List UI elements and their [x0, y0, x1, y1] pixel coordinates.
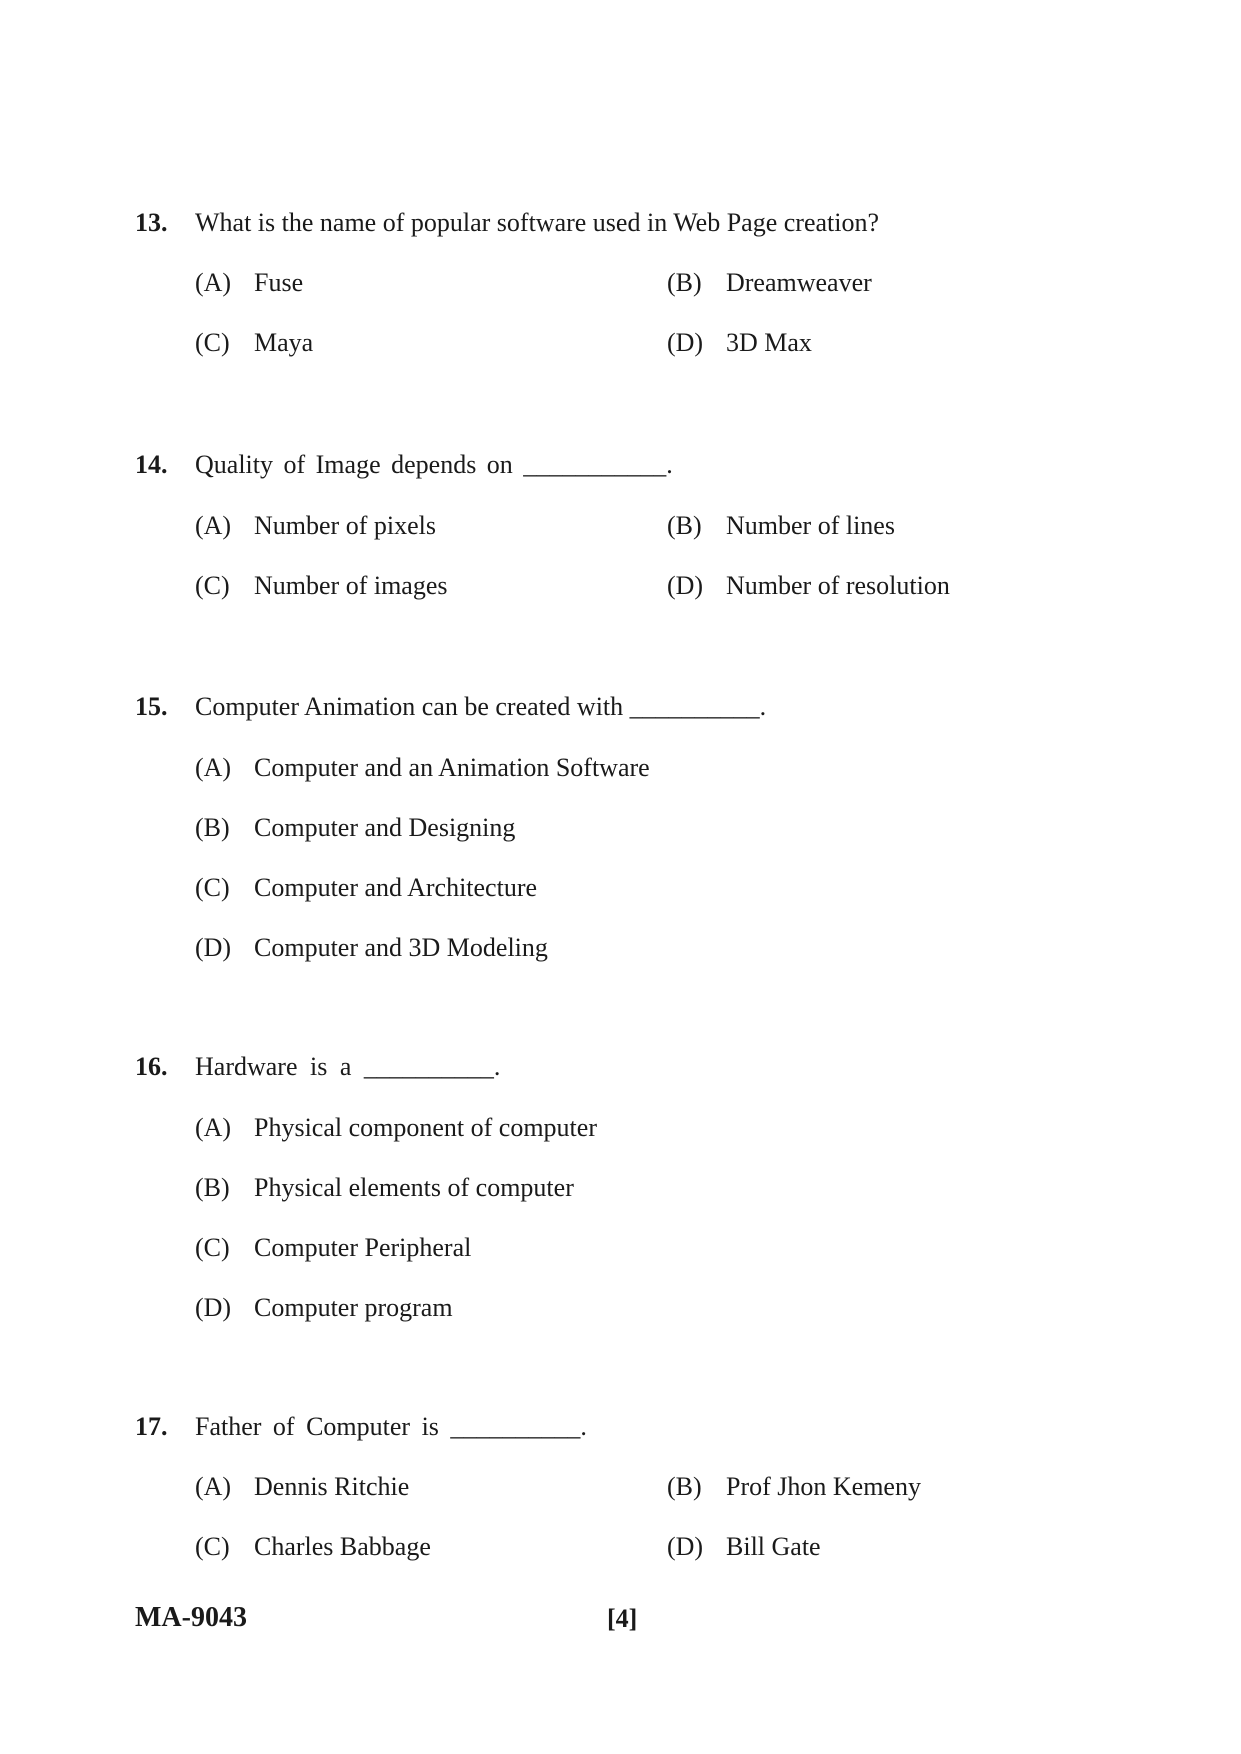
paper-code: MA-9043	[135, 1602, 247, 1633]
option-c: (C) Computer and Architecture	[195, 873, 538, 902]
question-number: 16.	[135, 1052, 168, 1081]
option-a: (A) Fuse	[195, 268, 304, 297]
question-number: 15.	[135, 692, 168, 721]
question-text: Hardware is a __________.	[195, 1052, 501, 1081]
question-text: What is the name of popular software used in Web Page creation?	[195, 208, 880, 237]
option-d: (D) Number of resolution	[667, 571, 950, 600]
option-c: (C) Maya	[195, 328, 314, 357]
option-b: (B) Prof Jhon Kemeny	[667, 1472, 921, 1501]
question-text: Father of Computer is __________.	[195, 1412, 587, 1441]
question-number: 13.	[135, 208, 168, 237]
option-b: (B) Computer and Designing	[195, 813, 516, 842]
option-a: (A) Physical component of computer	[195, 1113, 597, 1142]
question-text: Quality of Image depends on ___________.	[195, 450, 673, 479]
question-text: Computer Animation can be created with __________.	[195, 692, 767, 721]
option-d: (D) Computer program	[195, 1293, 453, 1322]
option-a: (A) Dennis Ritchie	[195, 1472, 410, 1501]
option-d: (D) Computer and 3D Modeling	[195, 933, 548, 962]
question-number: 14.	[135, 450, 168, 479]
option-b: (B) Physical elements of computer	[195, 1173, 574, 1202]
option-c: (C) Number of images	[195, 571, 448, 600]
option-a: (A) Computer and an Animation Software	[195, 753, 650, 782]
option-d: (D) 3D Max	[667, 328, 812, 357]
question-number: 17.	[135, 1412, 168, 1441]
option-b: (B) Number of lines	[667, 511, 895, 540]
page-number: [4]	[607, 1604, 638, 1633]
option-b: (B) Dreamweaver	[667, 268, 872, 297]
option-a: (A) Number of pixels	[195, 511, 436, 540]
option-c: (C) Charles Babbage	[195, 1532, 431, 1561]
option-d: (D) Bill Gate	[667, 1532, 821, 1561]
option-c: (C) Computer Peripheral	[195, 1233, 472, 1262]
